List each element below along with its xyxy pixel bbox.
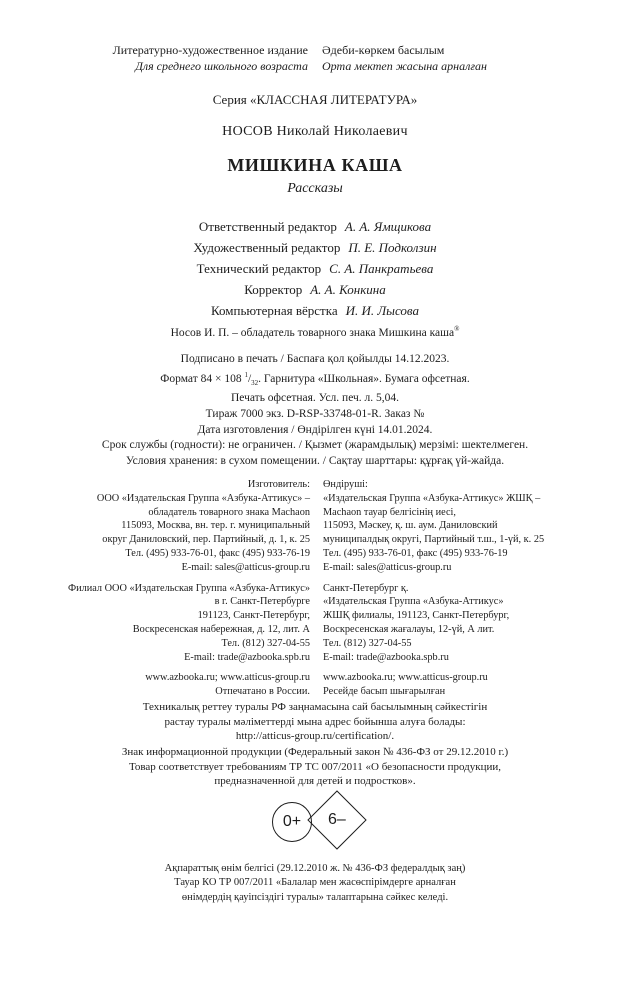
edition-type-ru: Литературно-художественное издание [112,43,308,57]
certification-link: http://atticus-group.ru/certification/. [235,730,395,742]
kz-info-sign-note: Ақпараттық өнім белгісі (29.12.2010 ж. № 436-ФЗ федералдық заң) Тауар КО ТР 007/2011 «Балалар мен жасөспірімдерге арналған өнімдердің қауіпсіздігі туралы» талаптарына сәйкес келеді. [164,863,466,903]
editorial-staff [0,216,630,321]
staff-row [0,279,630,300]
branch-line: 191123, Санкт-Петербург, [197,610,310,622]
trademark-note [0,325,630,339]
staff-role: Художественный редактор [193,240,341,255]
age-group-kz: Орта мектеп жасына арналған [322,59,487,73]
manufacturer-line: «Издательская Группа «Азбука-Аттикус» ЖШҚ – [323,492,541,504]
staff-row [0,237,630,258]
trademark-text: Носов И. П. – обладатель товарного знака Мишкина каша [170,326,455,339]
format-line: Формат 84 × 108 $^1/_{32}$. Гарнитура «Школьная». Бумага офсетная. [160,370,470,387]
websites: www.azbooka.ru; www.atticus-group.ru [145,672,310,684]
age-6-badge: 6– [307,790,366,849]
staff-name: А. А. Конкина [310,282,386,297]
branch-phone: Тел. (812) 327-04-55 [323,637,412,649]
manufacturer-phone: Тел. (495) 933-76-01, факс (495) 933-76-19 [323,547,508,559]
manufacture-date: Дата изготовления / Өндірілген күні 14.01.2024. [197,423,433,436]
tech-regulation-note: Техникалық реттеу туралы РФ заңнамасына сай басылымның сәйкестігін растау туралы мәліметтерді мына адрес бойынша алуға болады: http://atticus-group.ru/certification/. [0,700,630,744]
manufacturer-line: ООО «Издательская Группа «Азбука-Аттикус» – [96,492,310,504]
branch-line: Санкт-Петербург қ. [323,582,409,594]
manufacturer-line: обладатель товарного знака Machaon [148,506,310,518]
manufacturer-label: Изготовитель: [247,479,310,490]
staff-role: Компьютерная вёрстка [211,303,338,318]
printed-in: Отпечатано в России. [215,686,310,698]
book-title: МИШКИНА КАША [227,155,403,175]
author-name: НОСОВ Николай Николаевич [222,124,408,139]
age-badges [0,799,630,845]
signed-date: Подписано в печать / Баспаға қол қойылды 14.12.2023. [180,353,450,365]
staff-row [0,258,630,279]
staff-role: Корректор [244,282,303,297]
manufacturer-line: Machaon тауар белгісінің иесі, [323,506,456,518]
manufacturer-line: муниципалдық округі, Партийный т.ш., 1-үй, к. 25 [323,534,545,546]
staff-name: П. Е. Подколзин [348,240,437,255]
staff-name: С. А. Панкратьева [329,261,434,276]
storage-conditions: Условия хранения: в сухом помещении. / Сақтау шарттары: құрғақ үй-жайда. [125,454,505,467]
manufacturer-line: 115093, Мәскеу, қ. ш. аум. Даниловский [323,520,498,532]
edition-type-kz: Әдеби-көркем басылым [322,43,445,57]
print-details [0,352,630,469]
staff-role: Ответственный редактор [198,219,337,234]
branch-line: Филиал ООО «Издательская Группа «Азбука-Аттикус» [67,582,310,594]
print-run: Тираж 7000 экз. D-RSP-33748-01-R. Заказ № [205,407,425,420]
registered-mark: ® [454,325,460,333]
websites: www.azbooka.ru; www.atticus-group.ru [323,672,488,684]
manufacturer-line: 115093, Москва, вн. тер. г. муниципальный [121,520,310,532]
edition-header-kz [322,42,487,74]
manufacturer-email: E-mail: sales@atticus-group.ru [323,561,452,573]
manufacturer-phone: Тел. (495) 933-76-01, факс (495) 933-76-19 [125,547,310,559]
branch-line: ЖШҚ филиалы, 191123, Санкт-Петербург, [323,610,510,622]
branch-email: E-mail: trade@azbooka.spb.ru [323,651,449,663]
publisher-info-kz [323,478,544,699]
branch-line: в г. Санкт-Петербурге [214,596,310,608]
branch-email: E-mail: trade@azbooka.spb.ru [184,651,310,663]
staff-row [0,216,630,237]
age-0-plus-badge: 0+ [272,802,312,842]
branch-line: Воскресенская жағалауы, 12-үй, А лит. [323,623,495,635]
series-name: Серия «КЛАССНАЯ ЛИТЕРАТУРА» [212,92,418,107]
printed-in: Ресейде басып шығарылған [323,686,446,698]
info-product-sign-note: Знак информационной продукции (Федеральный закон № 436-ФЗ от 29.12.2010 г.) Товар соответствует требованиям ТР ТС 007/2011 «О безопасности продукции, предназначенной для детей и подростков». [121,746,509,787]
staff-name: А. А. Ямщикова [344,219,432,234]
staff-role: Технический редактор [196,261,322,276]
book-genre: Рассказы [287,181,343,196]
print-sheets: Печать офсетная. Усл. печ. л. 5,04. [230,392,400,405]
manufacturer-label: Өндіруші: [323,479,368,490]
edition-header-ru [113,42,308,74]
branch-line: Воскресенская набережная, д. 12, лит. А [132,623,310,635]
age-group-ru: Для среднего школьного возраста [135,59,308,73]
branch-line: «Издательская Группа «Азбука-Аттикус» [323,596,504,608]
staff-name: И. И. Лысова [345,303,419,318]
branch-phone: Тел. (812) 327-04-55 [221,637,310,649]
manufacturer-email: E-mail: sales@atticus-group.ru [181,561,310,573]
manufacturer-line: округ Даниловский, пер. Партийный, д. 1, к. 25 [102,534,310,546]
service-life: Срок службы (годности): не ограничен. / Қызмет (жарамдылық) мерзімі: шектелмеген. [101,439,529,452]
publisher-info-ru [68,478,310,699]
staff-row [0,300,630,321]
